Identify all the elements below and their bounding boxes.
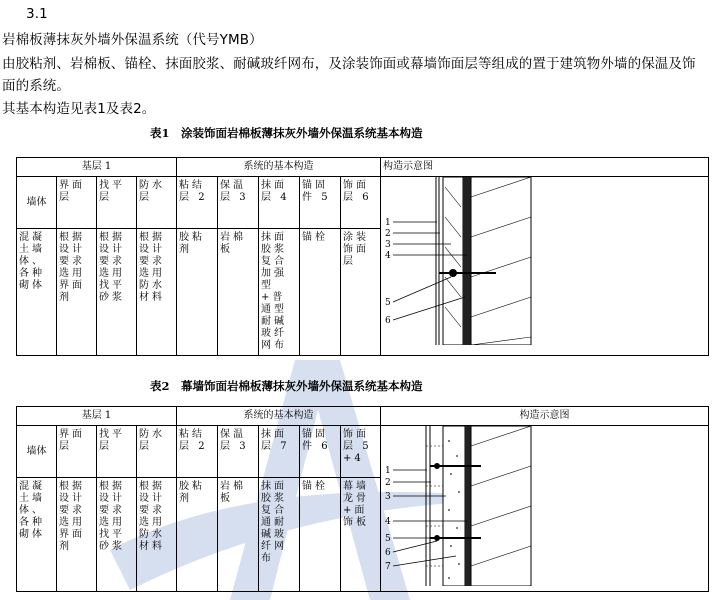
table2 bbox=[16, 406, 709, 592]
table2-col-wall: 墙体 bbox=[17, 426, 57, 478]
t2-label-4: 4 bbox=[385, 517, 391, 527]
table2-col-finish: 饰面层 5+4 bbox=[343, 429, 372, 464]
table2-cell-plaster: 抹面胶浆复合通耐碱玻纤网布 bbox=[261, 481, 288, 564]
table1-col-finish: 饰面层 6 bbox=[343, 180, 372, 203]
table1-diagram bbox=[381, 177, 709, 356]
table2-diagram-drawing bbox=[381, 426, 709, 586]
table2-col-waterproof: 防水层 bbox=[139, 429, 165, 452]
table1-col-interface: 界面层 bbox=[59, 180, 85, 203]
table2-col-bonding: 粘结层 2 bbox=[179, 429, 208, 452]
table1-col-bonding: 粘结层 2 bbox=[179, 180, 208, 203]
table1-col-anchor: 锚固件 5 bbox=[302, 180, 331, 203]
t1-label-3: 3 bbox=[385, 240, 391, 250]
table1-col-waterproof: 防水层 bbox=[139, 180, 165, 203]
table2-caption: 表2 幕墙饰面岩棉板薄抹灰外墙外保温系统基本构造 bbox=[150, 379, 423, 393]
t1-label-2: 2 bbox=[385, 229, 391, 239]
description-line-3: 其基本构造见表1及表2。 bbox=[2, 101, 156, 117]
table1-diagram-header: 构造示意图 bbox=[381, 158, 709, 177]
table2-col-plaster: 抹面层 7 bbox=[261, 429, 290, 452]
table1-cell-interface: 根据设计要求选用界面剂 bbox=[59, 232, 85, 303]
t1-label-5: 5 bbox=[385, 298, 391, 308]
table1-cell-insulation: 岩棉板 bbox=[220, 232, 247, 255]
table2-col-interface: 界面层 bbox=[59, 429, 85, 452]
table1-cell-wall: 混凝土墙体、各种砌体 bbox=[19, 232, 45, 291]
table2-cell-anchor: 锚栓 bbox=[302, 481, 329, 492]
table2-col-insulation: 保温层 3 bbox=[220, 429, 249, 452]
table1 bbox=[16, 157, 709, 356]
table2-cell-leveling: 根据设计要求选用找平砂浆 bbox=[99, 481, 125, 552]
table1-diagram-drawing bbox=[381, 177, 709, 345]
section-number: 3.1 bbox=[26, 6, 48, 22]
t2-label-2: 2 bbox=[385, 478, 391, 488]
table2-system-header: 系统的基本构造 bbox=[177, 407, 381, 426]
t2-label-1: 1 bbox=[385, 466, 391, 476]
table2-col-anchor: 锚固件 6 bbox=[302, 429, 331, 452]
t2-label-7: 7 bbox=[385, 562, 391, 572]
table1-cell-bonding: 胶粘剂 bbox=[179, 232, 206, 255]
table2-cell-finish: 幕墙龙骨+面饰板 bbox=[343, 481, 370, 528]
table2-cell-wall: 混凝土墙体、各种砌体 bbox=[19, 481, 45, 540]
table1-cell-waterproof: 根据设计要求选用防水材料 bbox=[139, 232, 165, 303]
description-line-2: 面的系统。 bbox=[2, 78, 70, 94]
table2-cell-interface: 根据设计要求选用界面剂 bbox=[59, 481, 85, 552]
table1-cell-leveling: 根据设计要求选用找平砂浆 bbox=[99, 232, 125, 303]
section-heading: 岩棉板薄抹灰外墙外保温系统（代号YMB） bbox=[2, 32, 263, 48]
t2-label-3: 3 bbox=[385, 492, 391, 502]
table1-cell-finish: 涂装饰面层 bbox=[343, 232, 370, 267]
table2-diagram-header: 构造示意图 bbox=[381, 407, 709, 426]
t2-label-5: 5 bbox=[385, 534, 391, 544]
t2-label-6: 6 bbox=[385, 548, 391, 558]
table2-cell-bonding: 胶粘剂 bbox=[179, 481, 206, 504]
table1-col-leveling: 找平层 bbox=[99, 180, 125, 203]
table2-base-header: 基层 1 bbox=[17, 407, 177, 426]
table1-system-header: 系统的基本构造 bbox=[177, 158, 381, 177]
table2-diagram bbox=[381, 426, 709, 592]
table2-cell-waterproof: 根据设计要求选用防水材料 bbox=[139, 481, 165, 552]
table1-caption: 表1 涂装饰面岩棉板薄抹灰外墙外保温系统基本构造 bbox=[150, 126, 423, 140]
t1-label-6: 6 bbox=[385, 316, 391, 326]
table1-cell-plaster: 抹面胶浆复合加强型+普通型耐碱玻纤网布 bbox=[261, 232, 288, 351]
table2-cell-insulation: 岩棉板 bbox=[220, 481, 247, 504]
description-line-1: 由胶粘剂、岩棉板、锚栓、抹面胶浆、耐碱玻纤网布，及涂装饰面或幕墙饰面层等组成的置于建筑物外墙的保温及饰 bbox=[2, 56, 696, 72]
table1-col-wall: 墙体 bbox=[17, 177, 57, 229]
t1-label-1: 1 bbox=[385, 218, 391, 228]
table1-col-insulation: 保温层 3 bbox=[220, 180, 249, 203]
t1-label-4: 4 bbox=[385, 251, 391, 261]
table1-base-header: 基层 1 bbox=[17, 158, 177, 177]
table1-cell-anchor: 锚栓 bbox=[302, 232, 329, 243]
table1-col-plaster: 抹面层 4 bbox=[261, 180, 290, 203]
table2-col-leveling: 找平层 bbox=[99, 429, 125, 452]
